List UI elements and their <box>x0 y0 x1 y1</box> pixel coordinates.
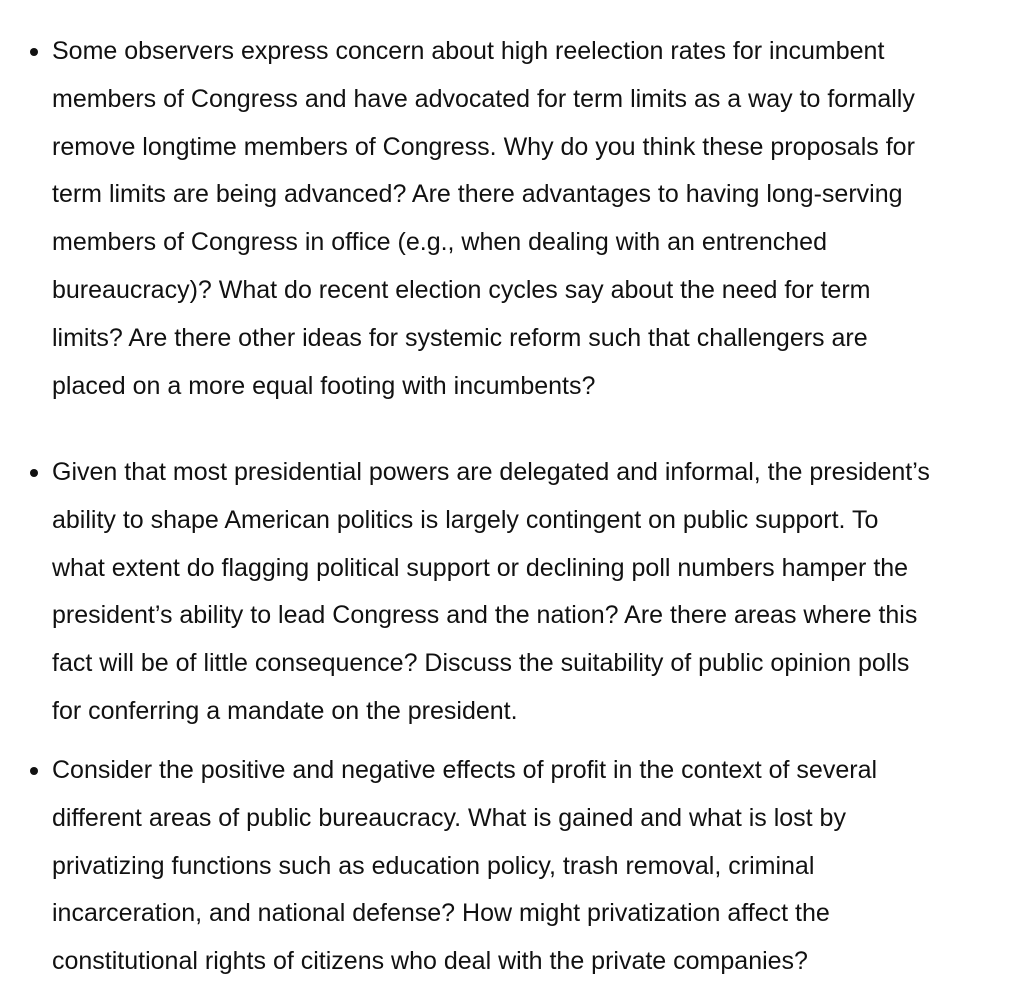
text-line: members of Congress and have advocated for term limits as a way to formally <box>52 84 915 113</box>
bullet-icon <box>30 48 38 56</box>
text-line: Some observers express concern about high reelection rates for incumbent <box>52 37 885 65</box>
text-line: ability to shape American politics is largely contingent on public support. To <box>52 505 879 534</box>
list-item-presidential-powers <box>52 449 1020 736</box>
text-line: Consider the positive and negative effects of profit in the context of several <box>52 756 878 784</box>
text-line: placed on a more equal footing with incumbents? <box>52 371 596 400</box>
text-line: incarceration, and national defense? How might privatization affect the <box>52 899 830 928</box>
text-line: for conferring a mandate on the president. <box>52 696 518 725</box>
text-line: president’s ability to lead Congress and the nation? Are there areas where this <box>52 601 918 630</box>
text-line: fact will be of little consequence? Discuss the suitability of public opinion polls <box>52 649 910 678</box>
text-line: privatizing functions such as education policy, trash removal, criminal <box>52 851 815 880</box>
text-line: term limits are being advanced? Are there advantages to having long-serving <box>52 180 903 209</box>
text-line: Given that most presidential powers are delegated and informal, the president’s <box>52 458 930 486</box>
text-line: limits? Are there other ideas for systemic reform such that challengers are <box>52 323 868 352</box>
bullet-icon <box>30 767 38 775</box>
list-item-term-limits <box>52 28 1020 410</box>
text-line: remove longtime members of Congress. Why do you think these proposals for <box>52 132 915 161</box>
text-line: constitutional rights of citizens who deal with the private companies? <box>52 947 808 976</box>
text-line: bureaucracy)? What do recent election cycles say about the need for term <box>52 275 871 304</box>
text-line: what extent do flagging political support or declining poll numbers hamper the <box>52 553 909 582</box>
text-line: different areas of public bureaucracy. What is gained and what is lost by <box>52 803 846 832</box>
text-line: members of Congress in office (e.g., when dealing with an entrenched <box>52 228 827 257</box>
list-item-privatization <box>52 747 1020 986</box>
bullet-icon <box>30 469 38 477</box>
